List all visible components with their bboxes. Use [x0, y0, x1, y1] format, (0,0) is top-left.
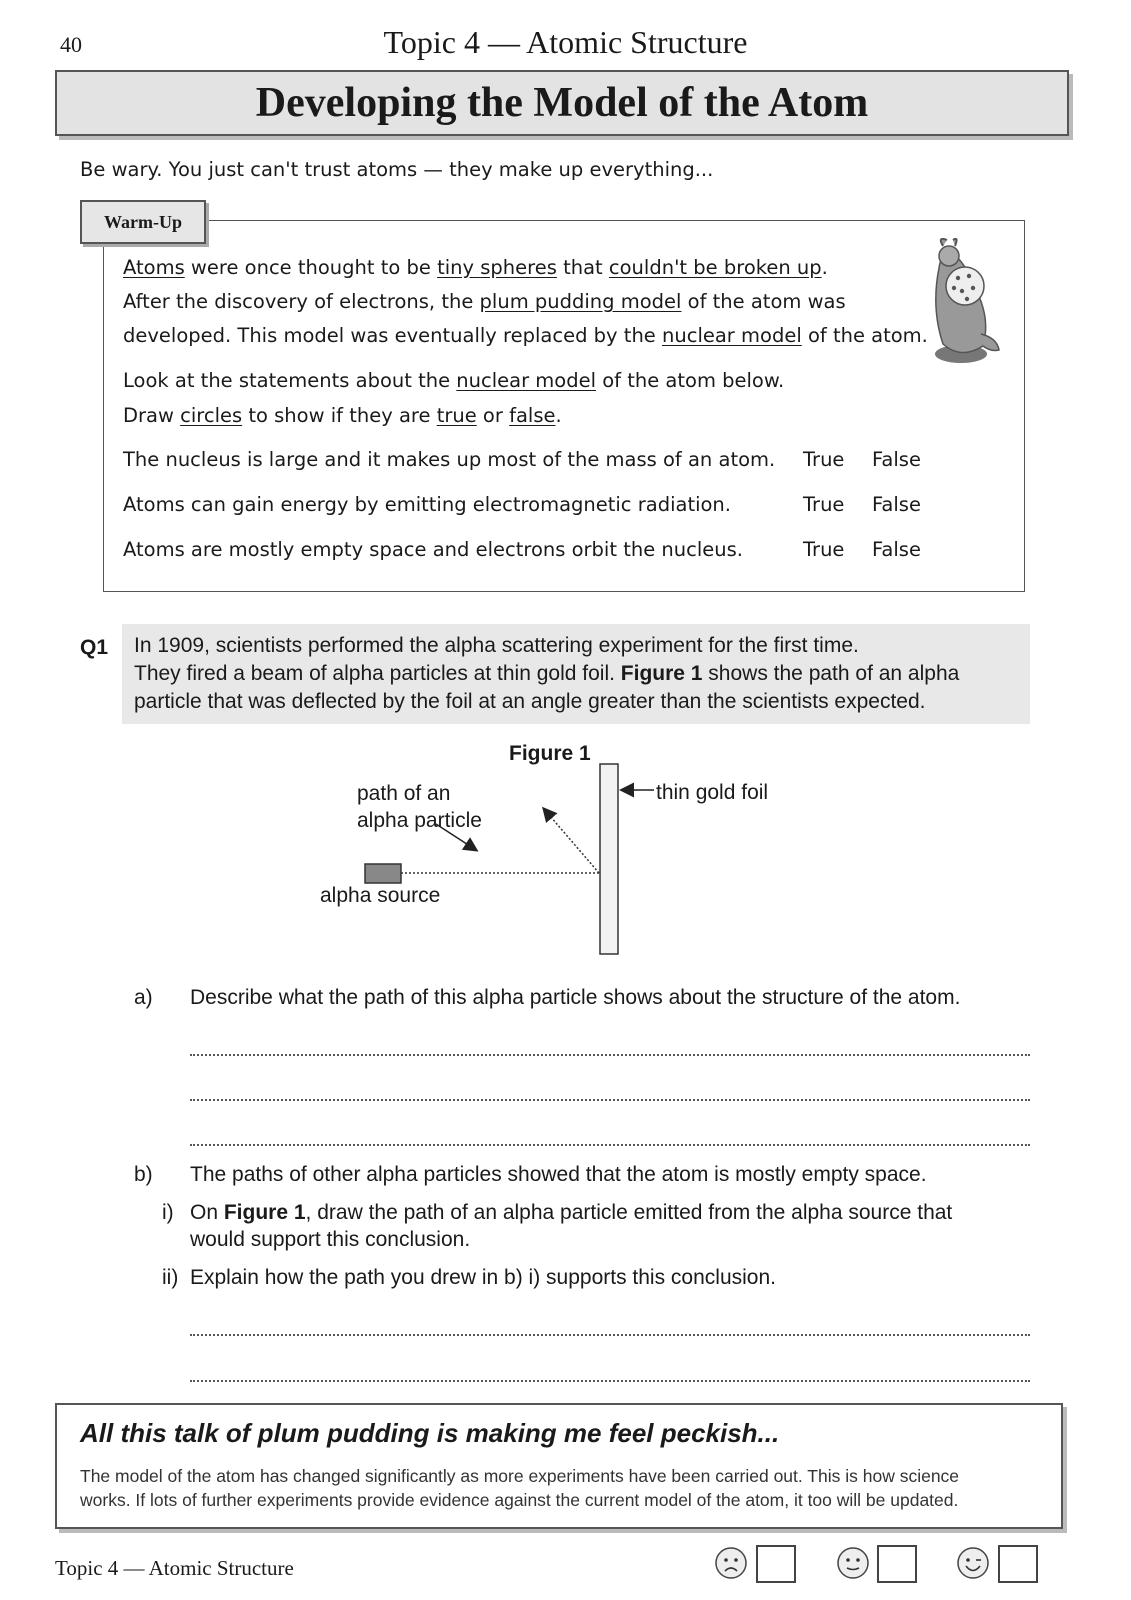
path-label-arrow: [436, 824, 476, 850]
statement-2-true[interactable]: True: [803, 493, 845, 516]
question-line-2: They fired a beam of alpha particles at thin gold foil. Figure 1 shows the path of an alpha: [134, 662, 960, 685]
checkbox-sad[interactable]: [756, 1545, 796, 1583]
tip-line-1: The model of the atom has changed significantly as more experiments have been carried out. This is how science: [80, 1466, 960, 1486]
figure-label-path-1: path of an: [357, 782, 451, 805]
statement-2-false[interactable]: False: [872, 493, 921, 516]
checkbox-neutral[interactable]: [877, 1545, 917, 1583]
statement-3-true[interactable]: True: [803, 538, 845, 561]
question-line-1: In 1909, scientists performed the alpha scattering experiment for the first time.: [134, 634, 859, 657]
answer-line[interactable]: [190, 1144, 1030, 1146]
page-title-box: [55, 70, 1069, 136]
part-b-i-text: On Figure 1, draw the path of an alpha particle emitted from the alpha source that: [190, 1201, 953, 1224]
checkbox-happy[interactable]: [998, 1545, 1038, 1583]
figure-label-foil: thin gold foil: [656, 781, 769, 804]
page-title: Developing the Model of the Atom: [255, 80, 869, 126]
statement-3-false[interactable]: False: [872, 538, 921, 561]
alpha-source-icon: [365, 864, 401, 883]
question-number: Q1: [80, 636, 109, 659]
topic-header: Topic 4 — Atomic Structure: [383, 24, 748, 60]
tip-line-2: works. If lots of further experiments provide evidence against the current model of the atom, it too will be updated.: [80, 1490, 959, 1510]
statement-3: Atoms are mostly empty space and electrons orbit the nucleus.: [123, 538, 743, 561]
figure-title: Figure 1: [509, 742, 591, 765]
answer-line[interactable]: [190, 1054, 1030, 1056]
answer-line[interactable]: [190, 1334, 1030, 1336]
warmup-para-1: Atoms were once thought to be tiny spheres that couldn't be broken up.: [123, 256, 828, 279]
warmup-para-2: After the discovery of electrons, the plum pudding model of the atom was: [123, 290, 846, 313]
figure-label-path-2: alpha particle: [357, 809, 482, 832]
statement-1-true[interactable]: True: [803, 448, 845, 471]
neutral-face-icon: [836, 1546, 870, 1580]
warmup-tab: Warm-Up: [80, 200, 206, 244]
page-number: 40: [60, 32, 82, 57]
statement-2: Atoms can gain energy by emitting electromagnetic radiation.: [123, 493, 731, 516]
part-b-text: The paths of other alpha particles showed that the atom is mostly empty space.: [190, 1163, 927, 1186]
warmup-instruction-1: Look at the statements about the nuclear model of the atom below.: [123, 369, 785, 392]
answer-line[interactable]: [190, 1099, 1030, 1101]
mascot-holding-atom-icon: [925, 238, 1003, 370]
answer-line[interactable]: [190, 1380, 1030, 1382]
part-b-label: b): [134, 1163, 153, 1186]
statement-1-false[interactable]: False: [872, 448, 921, 471]
part-b-i-label: i): [162, 1201, 174, 1224]
warmup-para-3: developed. This model was eventually replaced by the nuclear model of the atom.: [123, 324, 928, 347]
alpha-path-deflected: [544, 809, 599, 873]
gold-foil-icon: [600, 764, 618, 954]
part-b-i-text-2: would support this conclusion.: [190, 1228, 471, 1251]
footer-topic: Topic 4 — Atomic Structure: [55, 1556, 294, 1580]
part-a-label: a): [134, 986, 153, 1009]
warmup-instruction-2: Draw circles to show if they are true or false.: [123, 404, 562, 427]
sad-face-icon: [714, 1546, 748, 1580]
happy-face-icon: [956, 1546, 990, 1580]
part-b-ii-label: ii): [162, 1266, 179, 1289]
part-a-text: Describe what the path of this alpha particle shows about the structure of the atom.: [190, 986, 961, 1009]
statement-1: The nucleus is large and it makes up most of the mass of an atom.: [123, 448, 776, 471]
figure-1-diagram[interactable]: [300, 740, 800, 960]
figure-label-source: alpha source: [320, 884, 441, 907]
part-b-ii-text: Explain how the path you drew in b) i) supports this conclusion.: [190, 1266, 776, 1289]
question-line-3: particle that was deflected by the foil at an angle greater than the scientists expected.: [134, 690, 926, 713]
tip-heading: All this talk of plum pudding is making me feel peckish...: [80, 1418, 780, 1448]
intro-text: Be wary. You just can't trust atoms — they make up everything...: [80, 158, 714, 181]
